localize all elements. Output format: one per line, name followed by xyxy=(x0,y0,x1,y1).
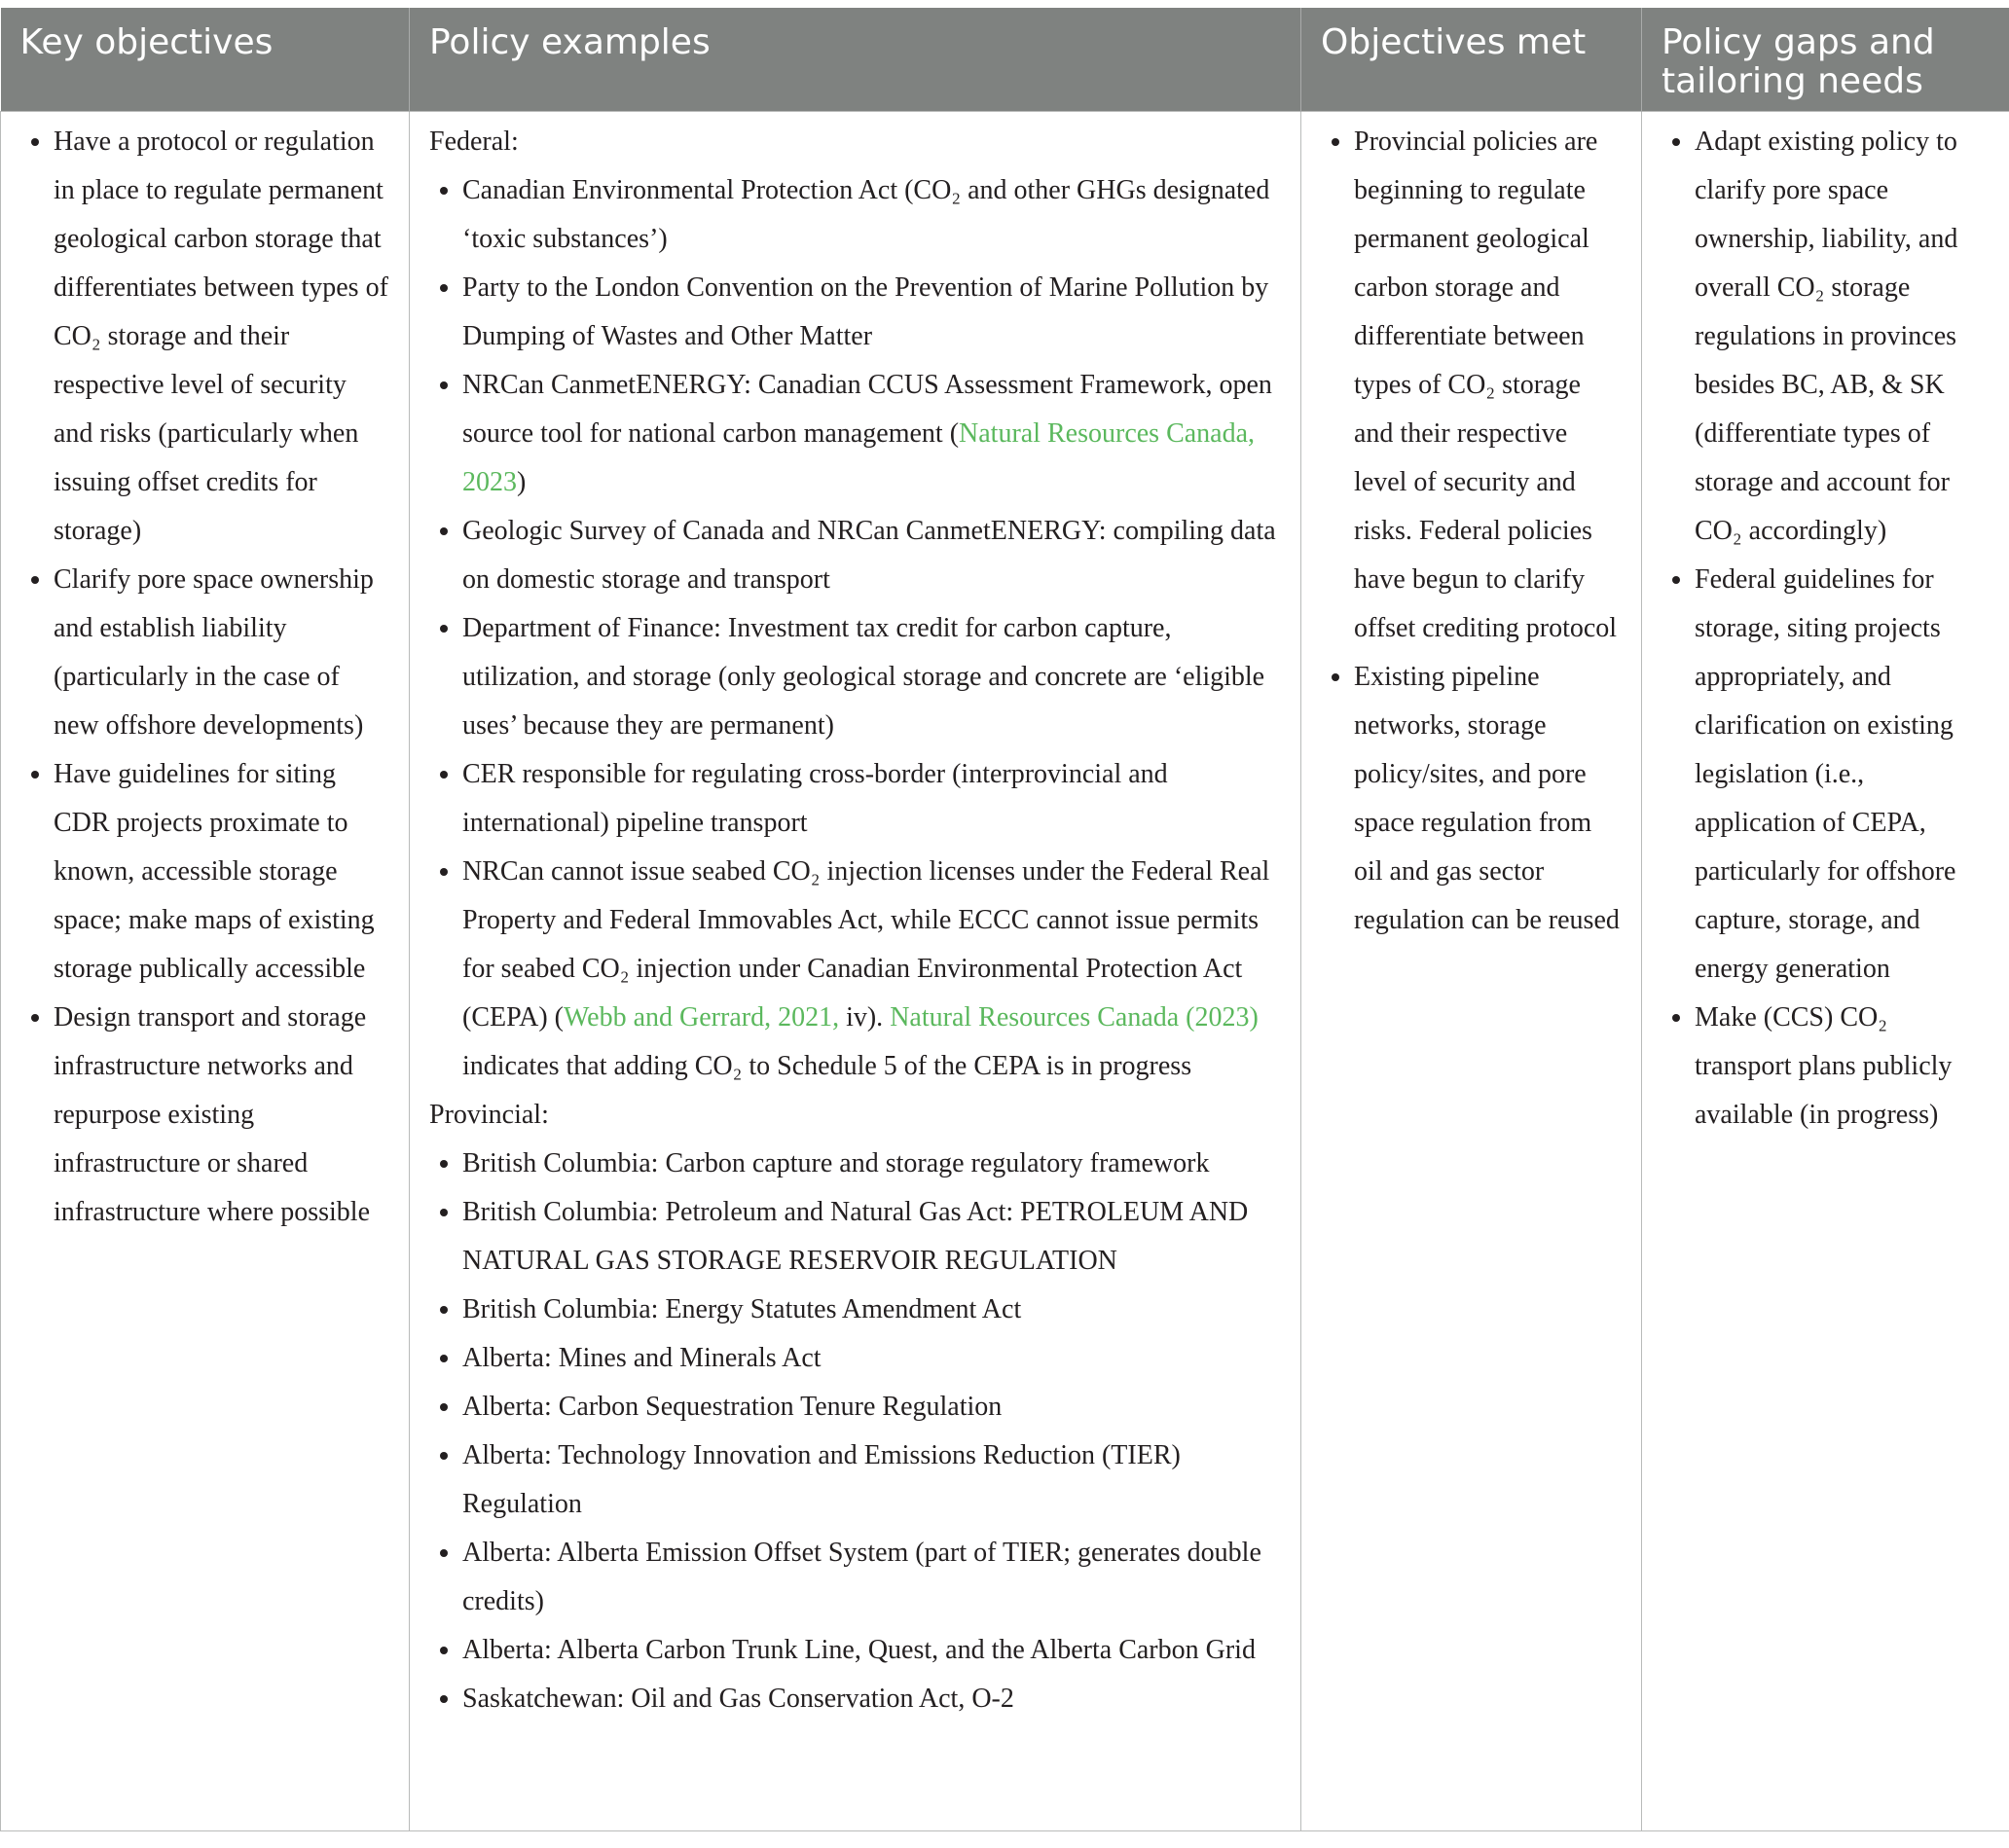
list-item: • British Columbia: Petroleum and Natural Gas Act: PETROLEUM AND NATURAL GAS STORAGE RESERVOIR REGULATION xyxy=(462,1188,1281,1286)
citation-link[interactable]: Natural Resources Canada, 2023 xyxy=(462,418,1256,497)
list-item: • Alberta: Mines and Minerals Act xyxy=(462,1334,1281,1383)
list-item: • Federal guidelines for storage, siting projects appropriately, and clarification on existing legislation (i.e., application of CEPA, particularly for offshore capture, storage, and energy generation xyxy=(1695,556,1990,994)
list-item: • Design transport and storage infrastructure networks and repurpose existing infrastructure or shared infrastructure where possible xyxy=(54,994,389,1237)
citation-link[interactable]: Webb and Gerrard, 2021, xyxy=(563,1002,840,1033)
list-item: • British Columbia: Carbon capture and storage regulatory framework xyxy=(462,1140,1281,1188)
provincial-list xyxy=(429,1140,1281,1723)
policy-gaps-cell xyxy=(1642,112,2009,1831)
header-policy-gaps: Policy gaps and tailoring needs xyxy=(1642,8,2009,112)
list-item: • Have a protocol or regulation in place to regulate permanent geological carbon storage that differentiates between types of CO₂ storage and their respective level of security and risks (particularly when issuing offset credits for storage) xyxy=(54,118,389,556)
objectives-met-cell xyxy=(1301,112,1642,1831)
list-item: • Alberta: Alberta Emission Offset System (part of TIER; generates double credits) xyxy=(462,1529,1281,1626)
federal-list xyxy=(429,166,1281,1091)
item-text: ) xyxy=(517,467,527,497)
objectives-met-list xyxy=(1321,118,1622,945)
key-objectives-cell xyxy=(1,112,410,1831)
list-item: • Clarify pore space ownership and establish liability (particularly in the case of new offshore developments) xyxy=(54,556,389,750)
item-text: iv). xyxy=(839,1002,891,1033)
item-text: indicates that adding CO₂ to Schedule 5 of the CEPA is in progress xyxy=(462,1051,1192,1081)
list-item: • Canadian Environmental Protection Act (CO₂ and other GHGs designated ‘toxic substances’) xyxy=(462,166,1281,264)
list-item: • British Columbia: Energy Statutes Amendment Act xyxy=(462,1286,1281,1334)
header-row xyxy=(1,8,2009,112)
list-item xyxy=(462,848,1281,1091)
list-item: • Provincial policies are beginning to regulate permanent geological carbon storage and differentiate between types of CO₂ storage and their respective level of security and risks. Federal policies have begun to clarify offset crediting protocol xyxy=(1354,118,1622,653)
list-item: • Have guidelines for siting CDR projects proximate to known, accessible storage space; make maps of existing storage publically accessible xyxy=(54,750,389,994)
list-item: • Alberta: Carbon Sequestration Tenure Regulation xyxy=(462,1383,1281,1431)
list-item: • CER responsible for regulating cross-border (interprovincial and international) pipeline transport xyxy=(462,750,1281,848)
policy-gaps-list xyxy=(1662,118,1990,1140)
list-item: • Existing pipeline networks, storage policy/sites, and pore space regulation from oil and gas sector regulation can be reused xyxy=(1354,653,1622,945)
policy-table xyxy=(0,8,2009,1831)
list-item: • Adapt existing policy to clarify pore space ownership, liability, and overall CO₂ storage regulations in provinces besides BC, AB, & SK (differentiate types of storage and account for CO₂ accordingly) xyxy=(1695,118,1990,556)
list-item: • Geologic Survey of Canada and NRCan CanmetENERGY: compiling data on domestic storage and transport xyxy=(462,507,1281,604)
item-text: NRCan CanmetENERGY: Canadian CCUS Assessment Framework, open source tool for national carbon management ( xyxy=(462,370,1272,449)
list-item: • Department of Finance: Investment tax credit for carbon capture, utilization, and storage (only geological storage and concrete are ‘eligible uses’ because they are permanent) xyxy=(462,604,1281,750)
item-text: NRCan cannot issue seabed CO₂ injection licenses under the Federal Real Property and Federal Immovables Act, while ECCC cannot issue permits for seabed CO₂ injection under Canadian Environmental Protection Act (CEPA) ( xyxy=(462,856,1270,1033)
key-objectives-list xyxy=(20,118,389,1237)
policy-examples-cell xyxy=(410,112,1301,1831)
list-item: • Alberta: Technology Innovation and Emissions Reduction (TIER) Regulation xyxy=(462,1431,1281,1529)
list-item xyxy=(462,361,1281,507)
provincial-label: Provincial: xyxy=(429,1100,549,1130)
header-objectives-met: Objectives met xyxy=(1301,8,1642,112)
header-key-objectives: Key objectives xyxy=(1,8,410,112)
list-item: • Alberta: Alberta Carbon Trunk Line, Quest, and the Alberta Carbon Grid xyxy=(462,1626,1281,1675)
list-item: • Make (CCS) CO₂ transport plans publicly available (in progress) xyxy=(1695,994,1990,1140)
list-item: • Party to the London Convention on the Prevention of Marine Pollution by Dumping of Wastes and Other Matter xyxy=(462,264,1281,361)
header-policy-examples: Policy examples xyxy=(410,8,1301,112)
citation-link[interactable]: Natural Resources Canada (2023) xyxy=(890,1002,1259,1033)
federal-label: Federal: xyxy=(429,127,519,157)
list-item: • Saskatchewan: Oil and Gas Conservation Act, O-2 xyxy=(462,1675,1281,1723)
table-row xyxy=(1,112,2009,1831)
